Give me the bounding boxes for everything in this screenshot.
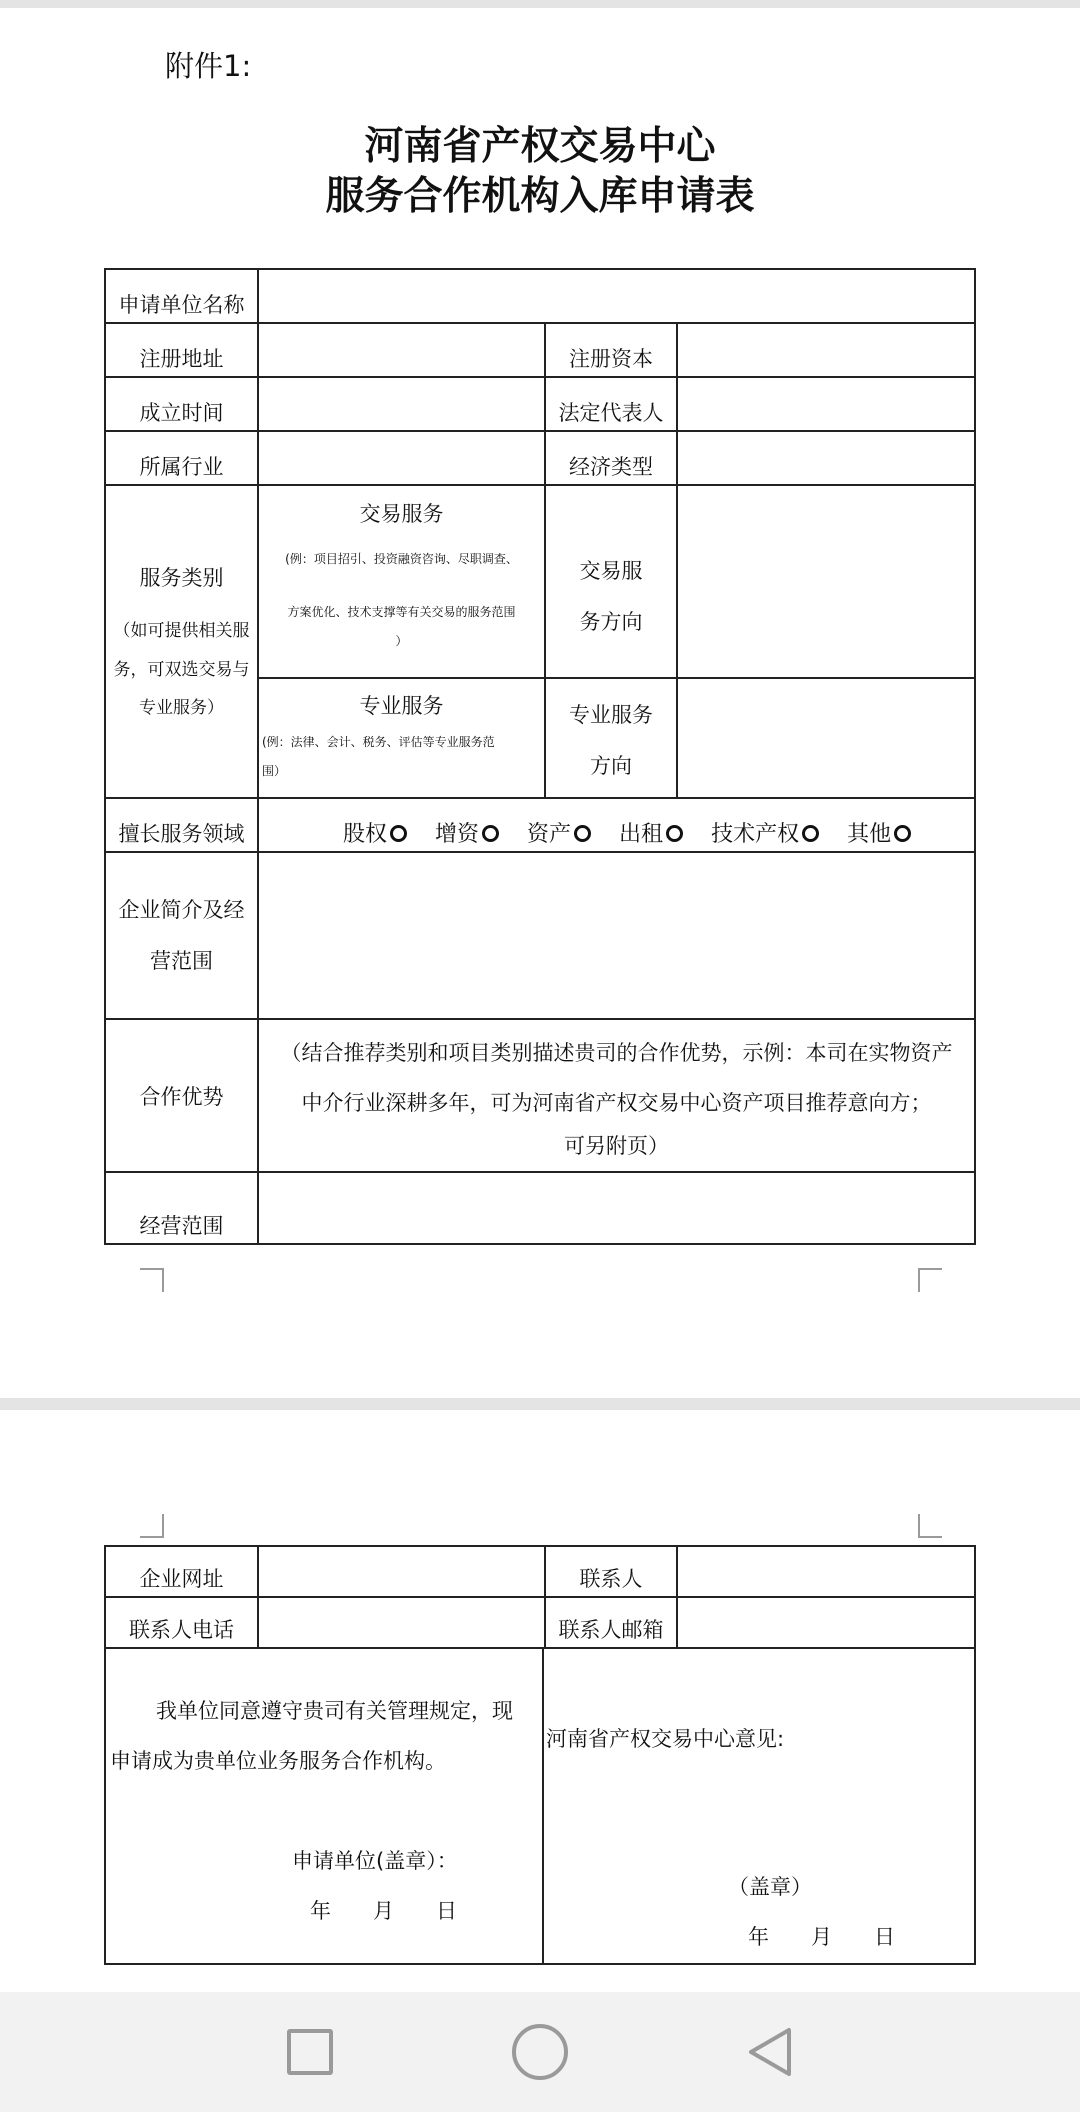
- margin-corner-mark: [918, 1514, 942, 1538]
- option-assets[interactable]: [527, 817, 591, 848]
- radio-icon[interactable]: [802, 825, 819, 842]
- advantage-field[interactable]: [258, 1019, 975, 1172]
- service-type-label: [105, 485, 258, 798]
- advantage-text-line-1: （结合推荐类别和项目类别描述贵司的合作优势，示例：本司在实物资产: [280, 1040, 953, 1065]
- contact-phone-label: 联系人电话: [105, 1597, 258, 1648]
- annex-label: 附件1:: [165, 49, 252, 83]
- option-lease[interactable]: [619, 817, 683, 848]
- recent-apps-icon[interactable]: [287, 2029, 333, 2075]
- intro-label-line-1: 企业简介及经: [118, 897, 245, 922]
- trade-direction-line-1: 交易服: [579, 559, 643, 583]
- econ-type-label: 经济类型: [545, 431, 677, 485]
- trade-service-title: 交易服务: [359, 502, 444, 526]
- intro-field[interactable]: [258, 852, 975, 1019]
- option-equity[interactable]: [343, 817, 407, 848]
- back-icon[interactable]: [743, 2024, 799, 2080]
- expertise-label: 擅长服务领域: [105, 798, 258, 852]
- contact-phone-field[interactable]: [258, 1597, 545, 1648]
- document-page-2: [0, 1410, 1080, 1992]
- website-label: 企业网址: [105, 1546, 258, 1597]
- system-navigation-bar: [0, 1992, 1080, 2112]
- trade-service-note-1: (例：项目招引、投资融资咨询、尽职调查、: [285, 552, 518, 566]
- prof-service-note-2: 围）: [262, 764, 287, 778]
- radio-icon[interactable]: [666, 825, 683, 842]
- option-other-label: 其他: [847, 822, 892, 847]
- econ-type-field[interactable]: [677, 431, 975, 485]
- home-icon[interactable]: [512, 2024, 568, 2080]
- legal-rep-field[interactable]: [677, 377, 975, 431]
- prof-service-cell[interactable]: [258, 678, 545, 798]
- center-seal-label: （盖章）: [728, 1875, 812, 1899]
- contact-label: 联系人: [545, 1546, 677, 1597]
- applicant-date: 年 月 日: [310, 1899, 457, 1923]
- reg-address-field[interactable]: [258, 323, 545, 377]
- reg-capital-label: 注册资本: [545, 323, 677, 377]
- agreement-line-2: 申请成为贵单位业务服务合作机构。: [110, 1749, 446, 1773]
- industry-label: 所属行业: [105, 431, 258, 485]
- option-lease-label: 出租: [619, 822, 664, 847]
- prof-service-title: 专业服务: [359, 694, 444, 718]
- prof-direction-line-1: 专业服务: [569, 703, 653, 727]
- radio-icon[interactable]: [482, 825, 499, 842]
- applicant-seal-label: 申请单位(盖章）：: [292, 1849, 458, 1873]
- center-opinion-label: 河南省产权交易中心意见:: [546, 1727, 785, 1751]
- prof-direction-field[interactable]: [677, 678, 975, 798]
- founded-label: 成立时间: [105, 377, 258, 431]
- intro-label-line-2: 营范围: [150, 948, 213, 973]
- advantage-text-line-2: 中介行业深耕多年，可为河南省产权交易中心资产项目推荐意向方；: [301, 1090, 932, 1115]
- title-line-2: 服务合作机构入库申请表: [325, 174, 755, 219]
- intro-label: [105, 852, 258, 1019]
- margin-corner-mark: [140, 1268, 164, 1292]
- service-type-note-1: （如可提供相关服: [113, 621, 250, 641]
- margin-corner-mark: [140, 1514, 164, 1538]
- reg-address-label: 注册地址: [105, 323, 258, 377]
- option-tech-property-label: 技术产权: [711, 822, 800, 847]
- option-assets-label: 资产: [527, 822, 572, 847]
- advantage-text-line-3: 可另附页）: [564, 1133, 669, 1158]
- contact-email-label: 联系人邮箱: [545, 1597, 677, 1648]
- service-type-note-3: 专业服务）: [139, 698, 224, 718]
- website-field[interactable]: [258, 1546, 545, 1597]
- center-opinion-cell[interactable]: [543, 1648, 975, 1964]
- scope-field[interactable]: [258, 1172, 975, 1244]
- contact-email-field[interactable]: [677, 1597, 975, 1648]
- option-other[interactable]: [847, 817, 911, 848]
- advantage-label: 合作优势: [105, 1019, 258, 1172]
- trade-service-cell[interactable]: [258, 485, 545, 678]
- applicant-name-field[interactable]: [258, 269, 975, 323]
- prof-service-note-1: (例：法律、会计、税务、评估等专业服务范: [262, 735, 495, 749]
- center-date: 年 月 日: [748, 1925, 895, 1949]
- scope-label: 经营范围: [105, 1172, 258, 1244]
- option-equity-label: 股权: [343, 822, 388, 847]
- radio-icon[interactable]: [894, 825, 911, 842]
- trade-service-note-3: ）: [395, 634, 408, 648]
- legal-rep-label: 法定代表人: [545, 377, 677, 431]
- trade-direction-field[interactable]: [677, 485, 975, 678]
- expertise-options: [258, 798, 975, 852]
- contact-field[interactable]: [677, 1546, 975, 1597]
- contact-table: [104, 1545, 976, 1965]
- option-capital-increase-label: 增资: [435, 822, 480, 847]
- prof-direction-line-2: 方向: [590, 754, 632, 778]
- trade-direction-label: [545, 485, 677, 678]
- document-page-1: [0, 8, 1080, 1398]
- service-type-note-2: 务，可双选交易与: [113, 660, 250, 680]
- title-line-1: 河南省产权交易中心: [364, 124, 716, 169]
- margin-corner-mark: [918, 1268, 942, 1292]
- reg-capital-field[interactable]: [677, 323, 975, 377]
- prof-direction-label: [545, 678, 677, 798]
- application-table: [104, 268, 976, 1245]
- applicant-name-label: 申请单位名称: [105, 269, 258, 323]
- trade-service-note-2: 方案优化、技术支撑等有关交易的服务范围: [287, 605, 516, 619]
- radio-icon[interactable]: [574, 825, 591, 842]
- industry-field[interactable]: [258, 431, 545, 485]
- applicant-agreement-cell[interactable]: [105, 1648, 543, 1964]
- trade-direction-line-2: 务方向: [579, 610, 643, 634]
- option-tech-property[interactable]: [711, 817, 819, 848]
- radio-icon[interactable]: [390, 825, 407, 842]
- founded-field[interactable]: [258, 377, 545, 431]
- agreement-line-1: 我单位同意遵守贵司有关管理规定，现: [156, 1699, 513, 1723]
- option-capital-increase[interactable]: [435, 817, 499, 848]
- service-type-title: 服务类别: [139, 566, 224, 590]
